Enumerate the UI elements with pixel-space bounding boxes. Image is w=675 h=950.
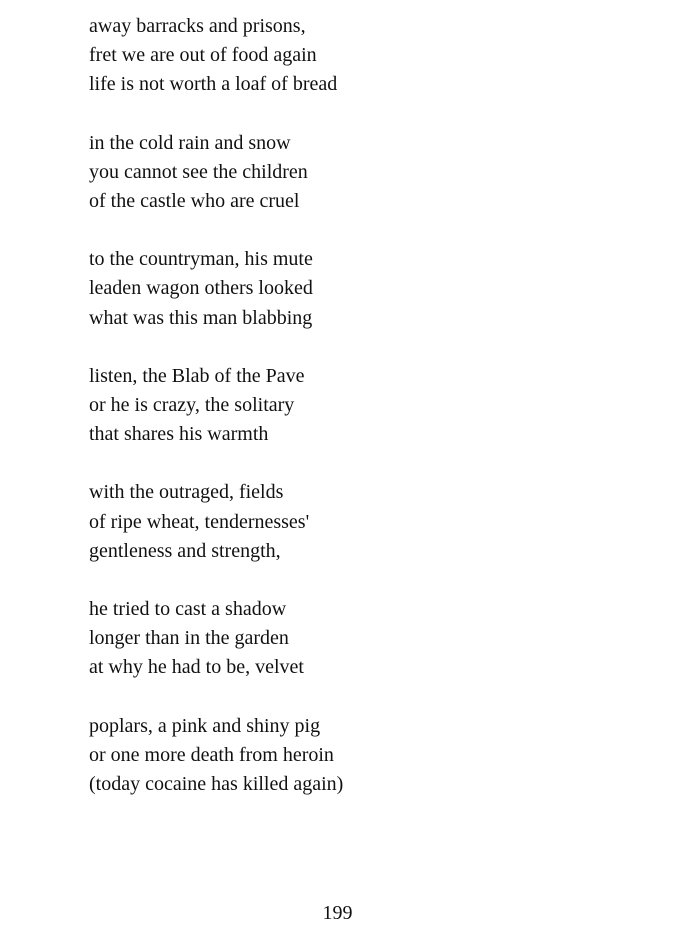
poem-line: or one more death from heroin bbox=[89, 743, 334, 766]
poem-line: gentleness and strength, bbox=[89, 539, 281, 562]
poem-line: or he is crazy, the solitary bbox=[89, 394, 295, 417]
poem-body bbox=[89, 12, 609, 828]
poem-line: fret we are out of food again bbox=[89, 44, 317, 67]
poem-line: in the cold rain and snow bbox=[89, 131, 291, 154]
poem-line: that shares his warmth bbox=[89, 423, 269, 446]
poem-line: what was this man blabbing bbox=[89, 306, 313, 329]
stanza bbox=[89, 245, 609, 333]
poem-line: (today cocaine has killed again) bbox=[89, 773, 344, 796]
poem-line: you cannot see the children bbox=[89, 160, 308, 183]
stanza bbox=[89, 362, 609, 450]
poem-line: with the outraged, fields bbox=[89, 481, 284, 504]
poem-line: of the castle who are cruel bbox=[89, 190, 300, 213]
poem-line: listen, the Blab of the Pave bbox=[89, 364, 305, 387]
page-number: 199 bbox=[322, 902, 353, 924]
poem-line: he tried to cast a shadow bbox=[89, 598, 287, 621]
poem-line: to the countryman, his mute bbox=[89, 248, 313, 271]
stanza bbox=[89, 478, 609, 566]
poem-line: longer than in the garden bbox=[89, 627, 289, 650]
poem-line: away barracks and prisons, bbox=[89, 15, 306, 37]
stanza bbox=[89, 12, 609, 100]
stanza bbox=[89, 595, 609, 683]
poem-line: at why he had to be, velvet bbox=[89, 656, 304, 679]
poem-line: leaden wagon others looked bbox=[89, 277, 313, 300]
stanza bbox=[89, 712, 609, 800]
poem-line: of ripe wheat, tendernesses' bbox=[89, 510, 310, 533]
poem-line: poplars, a pink and shiny pig bbox=[89, 714, 321, 737]
stanza bbox=[89, 129, 609, 217]
poem-line: life is not worth a loaf of bread bbox=[89, 73, 338, 96]
